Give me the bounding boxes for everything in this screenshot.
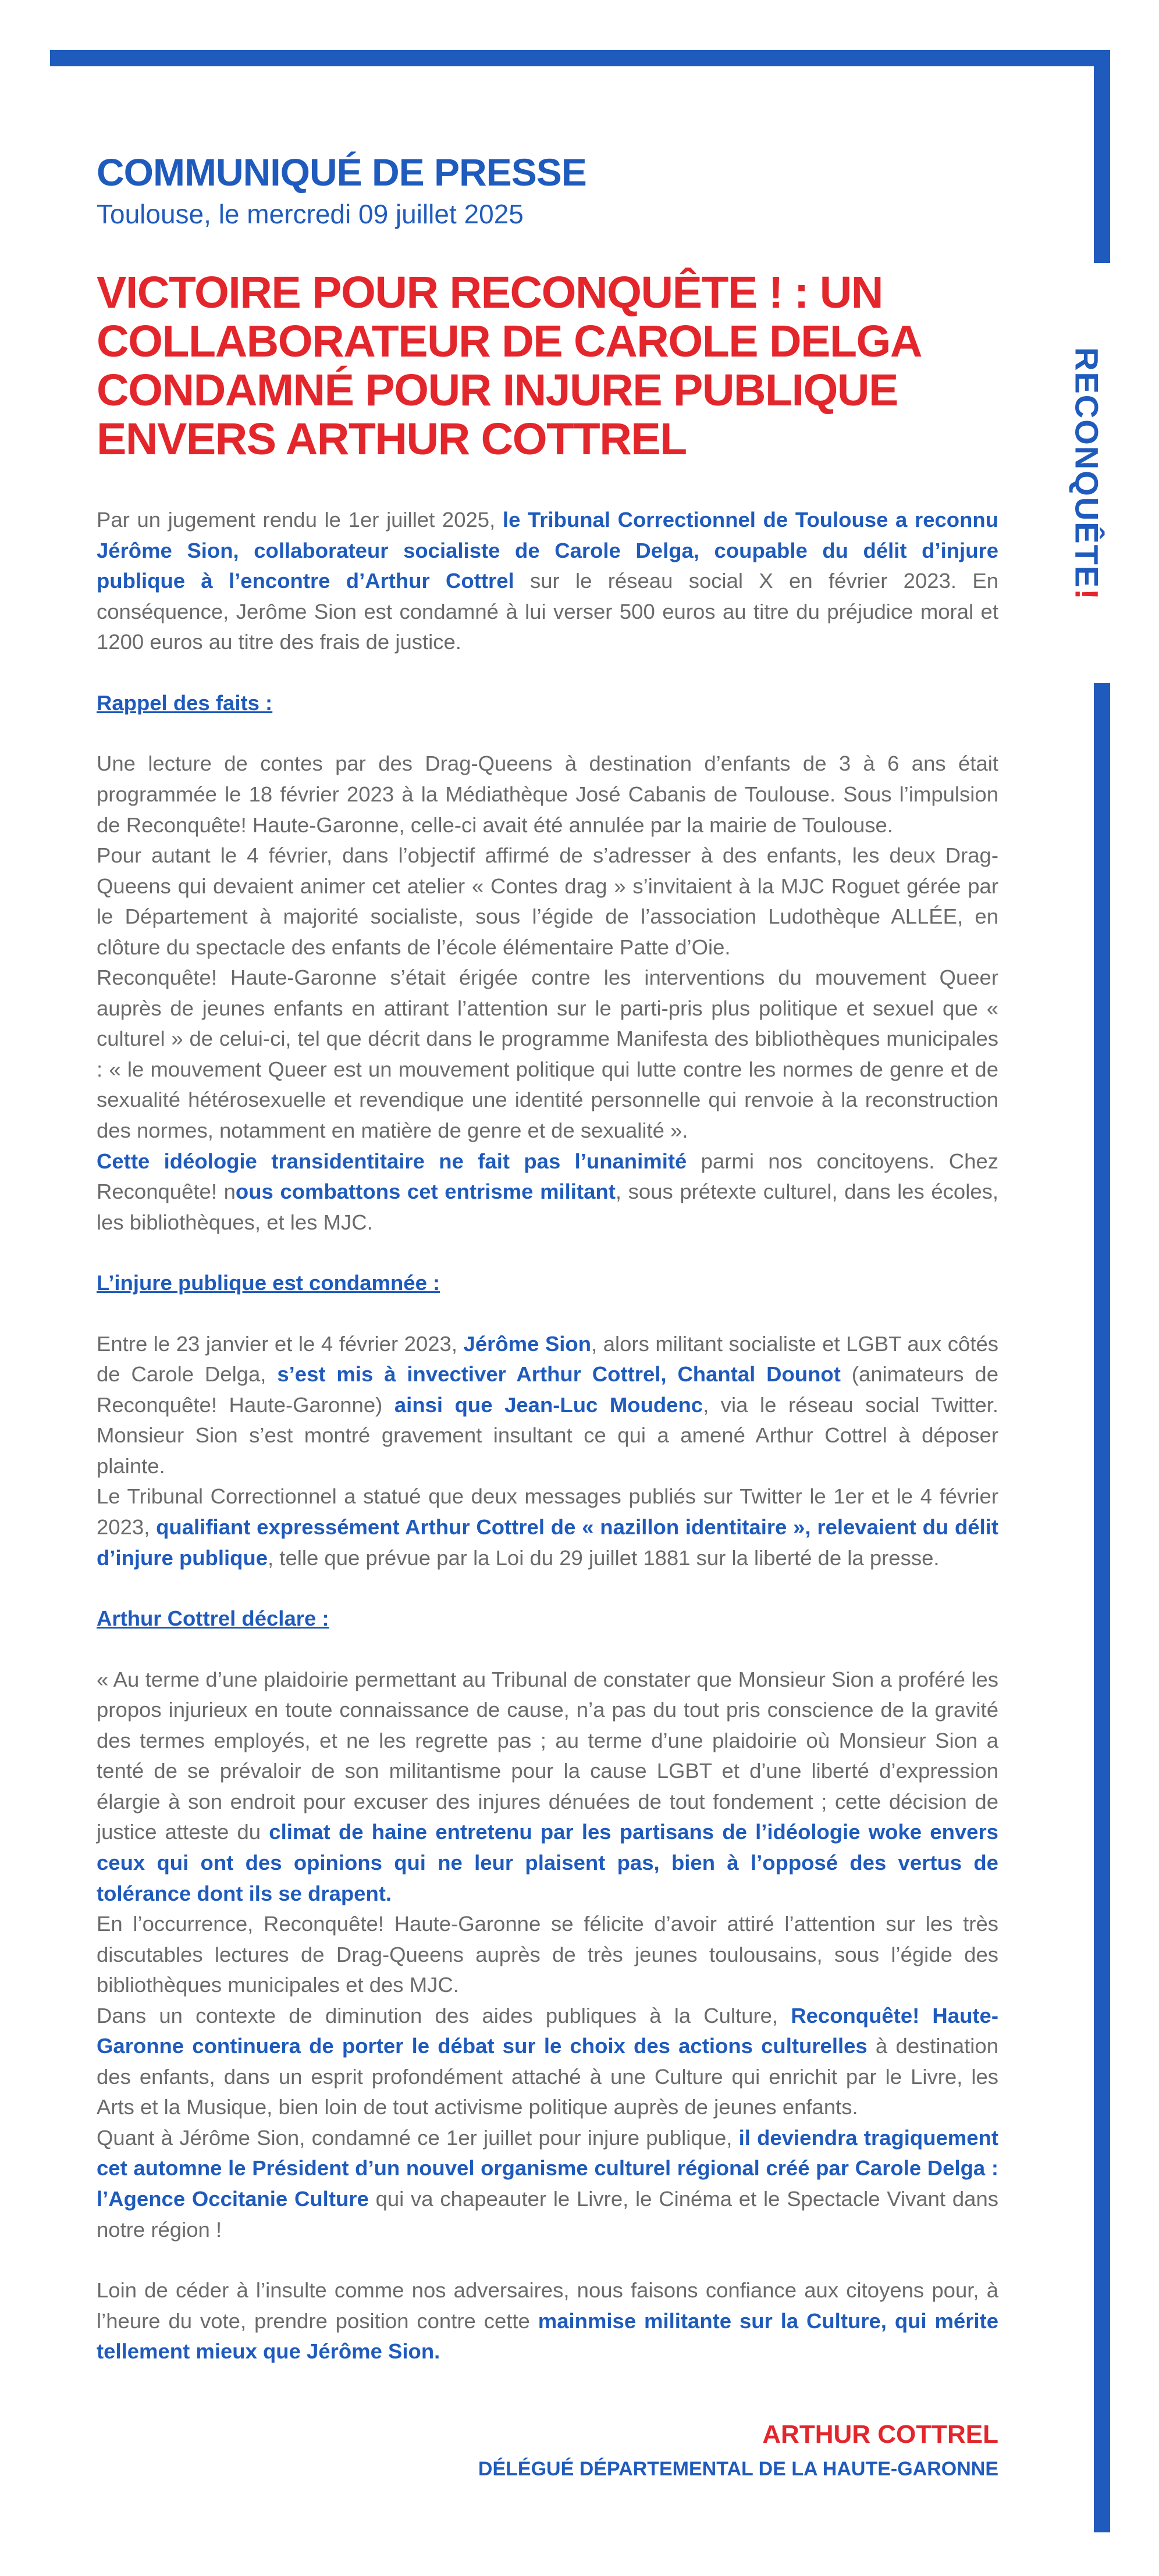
- text-run: « Au terme d’une plaidoirie permettant au Tribunal de constater que Monsieur Sion a proféré les propos injurieux en toute connaissance de cause, n’a pas du tout pris conscience de la gravité des termes employés, et ne les regrette pas ; au terme d’une plaidoirie où Monsieur Sion a tenté de se prévaloir de son militantisme pour la cause LGBT et d’une liberté d’expression élargie à son endroit pour excuser des injures dénuées de tout fondement ; cette décision de justice atteste du: [97, 1667, 998, 1844]
- text-run: , telle que prévue par la Loi du 29 juillet 1881 sur la liberté de la presse.: [268, 1545, 940, 1570]
- text-run: Loin de céder à l’insulte comme nos adversaires, nous faisons confiance aux citoyens pour, à l’heure du vote, prendre position contre cette: [97, 2278, 998, 2333]
- section-heading-rappel: Rappel des faits :: [97, 690, 273, 715]
- text-run: , via le réseau social Twitter. Monsieur Sion s’est montré gravement insultant ce qui a amené Arthur Cottrel à déposer plainte.: [97, 1392, 998, 1478]
- document-date: Toulouse, le mercredi 09 juillet 2025: [97, 199, 524, 230]
- paragraph: [97, 1146, 998, 1238]
- paragraph: [97, 2001, 998, 2123]
- highlight-run: ainsi que Jean-Luc Moudenc: [394, 1392, 703, 1417]
- highlight-run: le Tribunal Correctionnel de Toulouse a reconnu Jérôme Sion, collaborateur socialiste de Carole Delga, coupable du délit d’injure publique à l’encontre d’Arthur Cottrel: [97, 508, 998, 593]
- highlight-run: il deviendra tragiquement cet automne le Président d’un nouvel organisme culturel régional créé par Carole Delga : l’Agence Occitanie Culture: [97, 2125, 998, 2211]
- text-run: (animateurs de Reconquête! Haute-Garonne): [97, 1362, 998, 1417]
- text-run: à destination des enfants, dans un esprit profondément attaché à une Culture qui enrichit par le Livre, les Arts et la Musique, bien loin de tout activisme politique auprès de jeunes enfants.: [97, 2034, 998, 2119]
- text-run: Le Tribunal Correctionnel a statué que deux messages publiés sur Twitter le 1er et le 4 février 2023,: [97, 1484, 998, 1540]
- paragraph: Reconquête! Haute-Garonne s’était érigée contre les interventions du mouvement Queer auprès de jeunes enfants en attirant l’attention sur le parti-pris plus politique et sexuel que « culturel » de celui-ci, tel que décrit dans le programme Manifesta des bibliothèques municipales : « le mouvement Queer est un mouvement politique qui lutte contre les normes de genre et de sexualité hétérosexuelle et revendique une identité personnelle qui renvoie à la reconstruction des normes, notamment en matière de genre et de sexualité ».: [97, 965, 998, 1143]
- paragraph: Une lecture de contes par des Drag-Queens à destination d’enfants de 3 à 6 ans était programmée le 18 février 2023 à la Médiathèque José Cabanis de Toulouse. Sous l’impulsion de Reconquête! Haute-Garonne, celle-ci avait été annulée par la mairie de Toulouse.: [97, 751, 998, 837]
- closing-paragraph: [97, 2275, 998, 2367]
- frame-right-bar-top: [1094, 50, 1110, 263]
- text-run: , sous prétexte culturel, dans les écoles, les bibliothèques, et les MJC.: [97, 1180, 999, 1234]
- highlight-run: Reconquête! Haute-Garonne continuera de porter le débat sur le choix des actions culturelles: [97, 2003, 998, 2058]
- paragraph: [97, 2123, 998, 2245]
- paragraph: [97, 1481, 998, 1573]
- text-run: parmi nos concitoyens. Chez Reconquête! n: [97, 1149, 998, 1204]
- reconquete-logo: [1069, 317, 1104, 631]
- text-run: Entre le 23 janvier et le 4 février 2023,: [97, 1331, 464, 1356]
- logo-exclamation: !: [1068, 589, 1105, 601]
- headline: VICTOIRE POUR RECONQUÊTE ! : UN COLLABORATEUR DE CAROLE DELGA CONDAMNÉ POUR INJURE PUBLIQUE ENVERS ARTHUR COTTREL: [97, 268, 920, 465]
- article-text: [97, 505, 998, 2481]
- text-run: , alors militant socialiste et LGBT aux côtés de Carole Delga,: [97, 1331, 999, 1387]
- signature-role: DÉLÉGUÉ DÉPARTEMENTAL DE LA HAUTE-GARONNE: [478, 2457, 998, 2480]
- section-heading-injure: L’injure publique est condamnée :: [97, 1271, 440, 1295]
- signature-block: [97, 2420, 998, 2481]
- frame-right-bar-bottom: [1094, 683, 1110, 2532]
- section-heading-declaration: Arthur Cottrel déclare :: [97, 1606, 329, 1631]
- text-run: Par un jugement rendu le 1er juillet 2025,: [97, 508, 503, 532]
- intro-paragraph: [97, 505, 998, 658]
- frame-top-bar: [50, 50, 1110, 66]
- paragraph: [97, 1329, 998, 1482]
- highlight-run: Jérôme Sion: [463, 1331, 592, 1356]
- press-release-body: [97, 152, 998, 2481]
- text-run: sur le réseau social X en février 2023. En conséquence, Jerôme Sion est condamné à lui verser 500 euros au titre du préjudice moral et 1200 euros au titre des frais de justice.: [97, 569, 998, 654]
- highlight-run: ous combattons cet entrisme militant: [235, 1180, 616, 1204]
- text-run: qui va chapeauter le Livre, le Cinéma et le Spectacle Vivant dans notre région !: [97, 2186, 999, 2242]
- highlight-run: Cette idéologie transidentitaire ne fait pas l’unanimité: [97, 1149, 687, 1173]
- text-run: Dans un contexte de diminution des aides publiques à la Culture,: [97, 2003, 791, 2028]
- text-run: Quant à Jérôme Sion, condamné ce 1er juillet pour injure publique,: [97, 2125, 739, 2150]
- highlight-run: s’est mis à invectiver Arthur Cottrel, Chantal Dounot: [277, 1362, 841, 1387]
- quote-paragraph: [97, 1665, 998, 1909]
- paragraph: Pour autant le 4 février, dans l’objectif affirmé de s’adresser à des enfants, les deux Drag-Queens qui devaient animer cet atelier « Contes drag » s’invitaient à la MJC Roguet gérée par le Département à majorité socialiste, sous l’égide de l’association Ludothèque ALLÉE, en clôture du spectacle des enfants de l’école élémentaire Patte d’Oie.: [97, 843, 998, 959]
- highlight-run: climat de haine entretenu par les partisans de l’idéologie woke envers ceux qui ont des opinions qui ne leur plaisent pas, bien à l’opposé des vertus de tolérance dont ils se drapent.: [97, 1820, 998, 1905]
- highlight-run: qualifiant expressément Arthur Cottrel de « nazillon identitaire », relevaient du délit d’injure publique: [97, 1515, 999, 1570]
- logo-wordmark: RECONQUÊTE: [1068, 347, 1105, 589]
- highlight-run: mainmise militante sur la Culture, qui mérite tellement mieux que Jérôme Sion.: [97, 2308, 998, 2364]
- document-title: COMMUNIQUÉ DE PRESSE: [97, 151, 586, 194]
- paragraph: En l’occurrence, Reconquête! Haute-Garonne se félicite d’avoir attiré l’attention sur les très discutables lectures de Drag-Queens auprès de très jeunes toulousains, sous l’égide des bibliothèques municipales et des MJC.: [97, 1912, 998, 1997]
- signature-name: ARTHUR COTTREL: [762, 2420, 998, 2449]
